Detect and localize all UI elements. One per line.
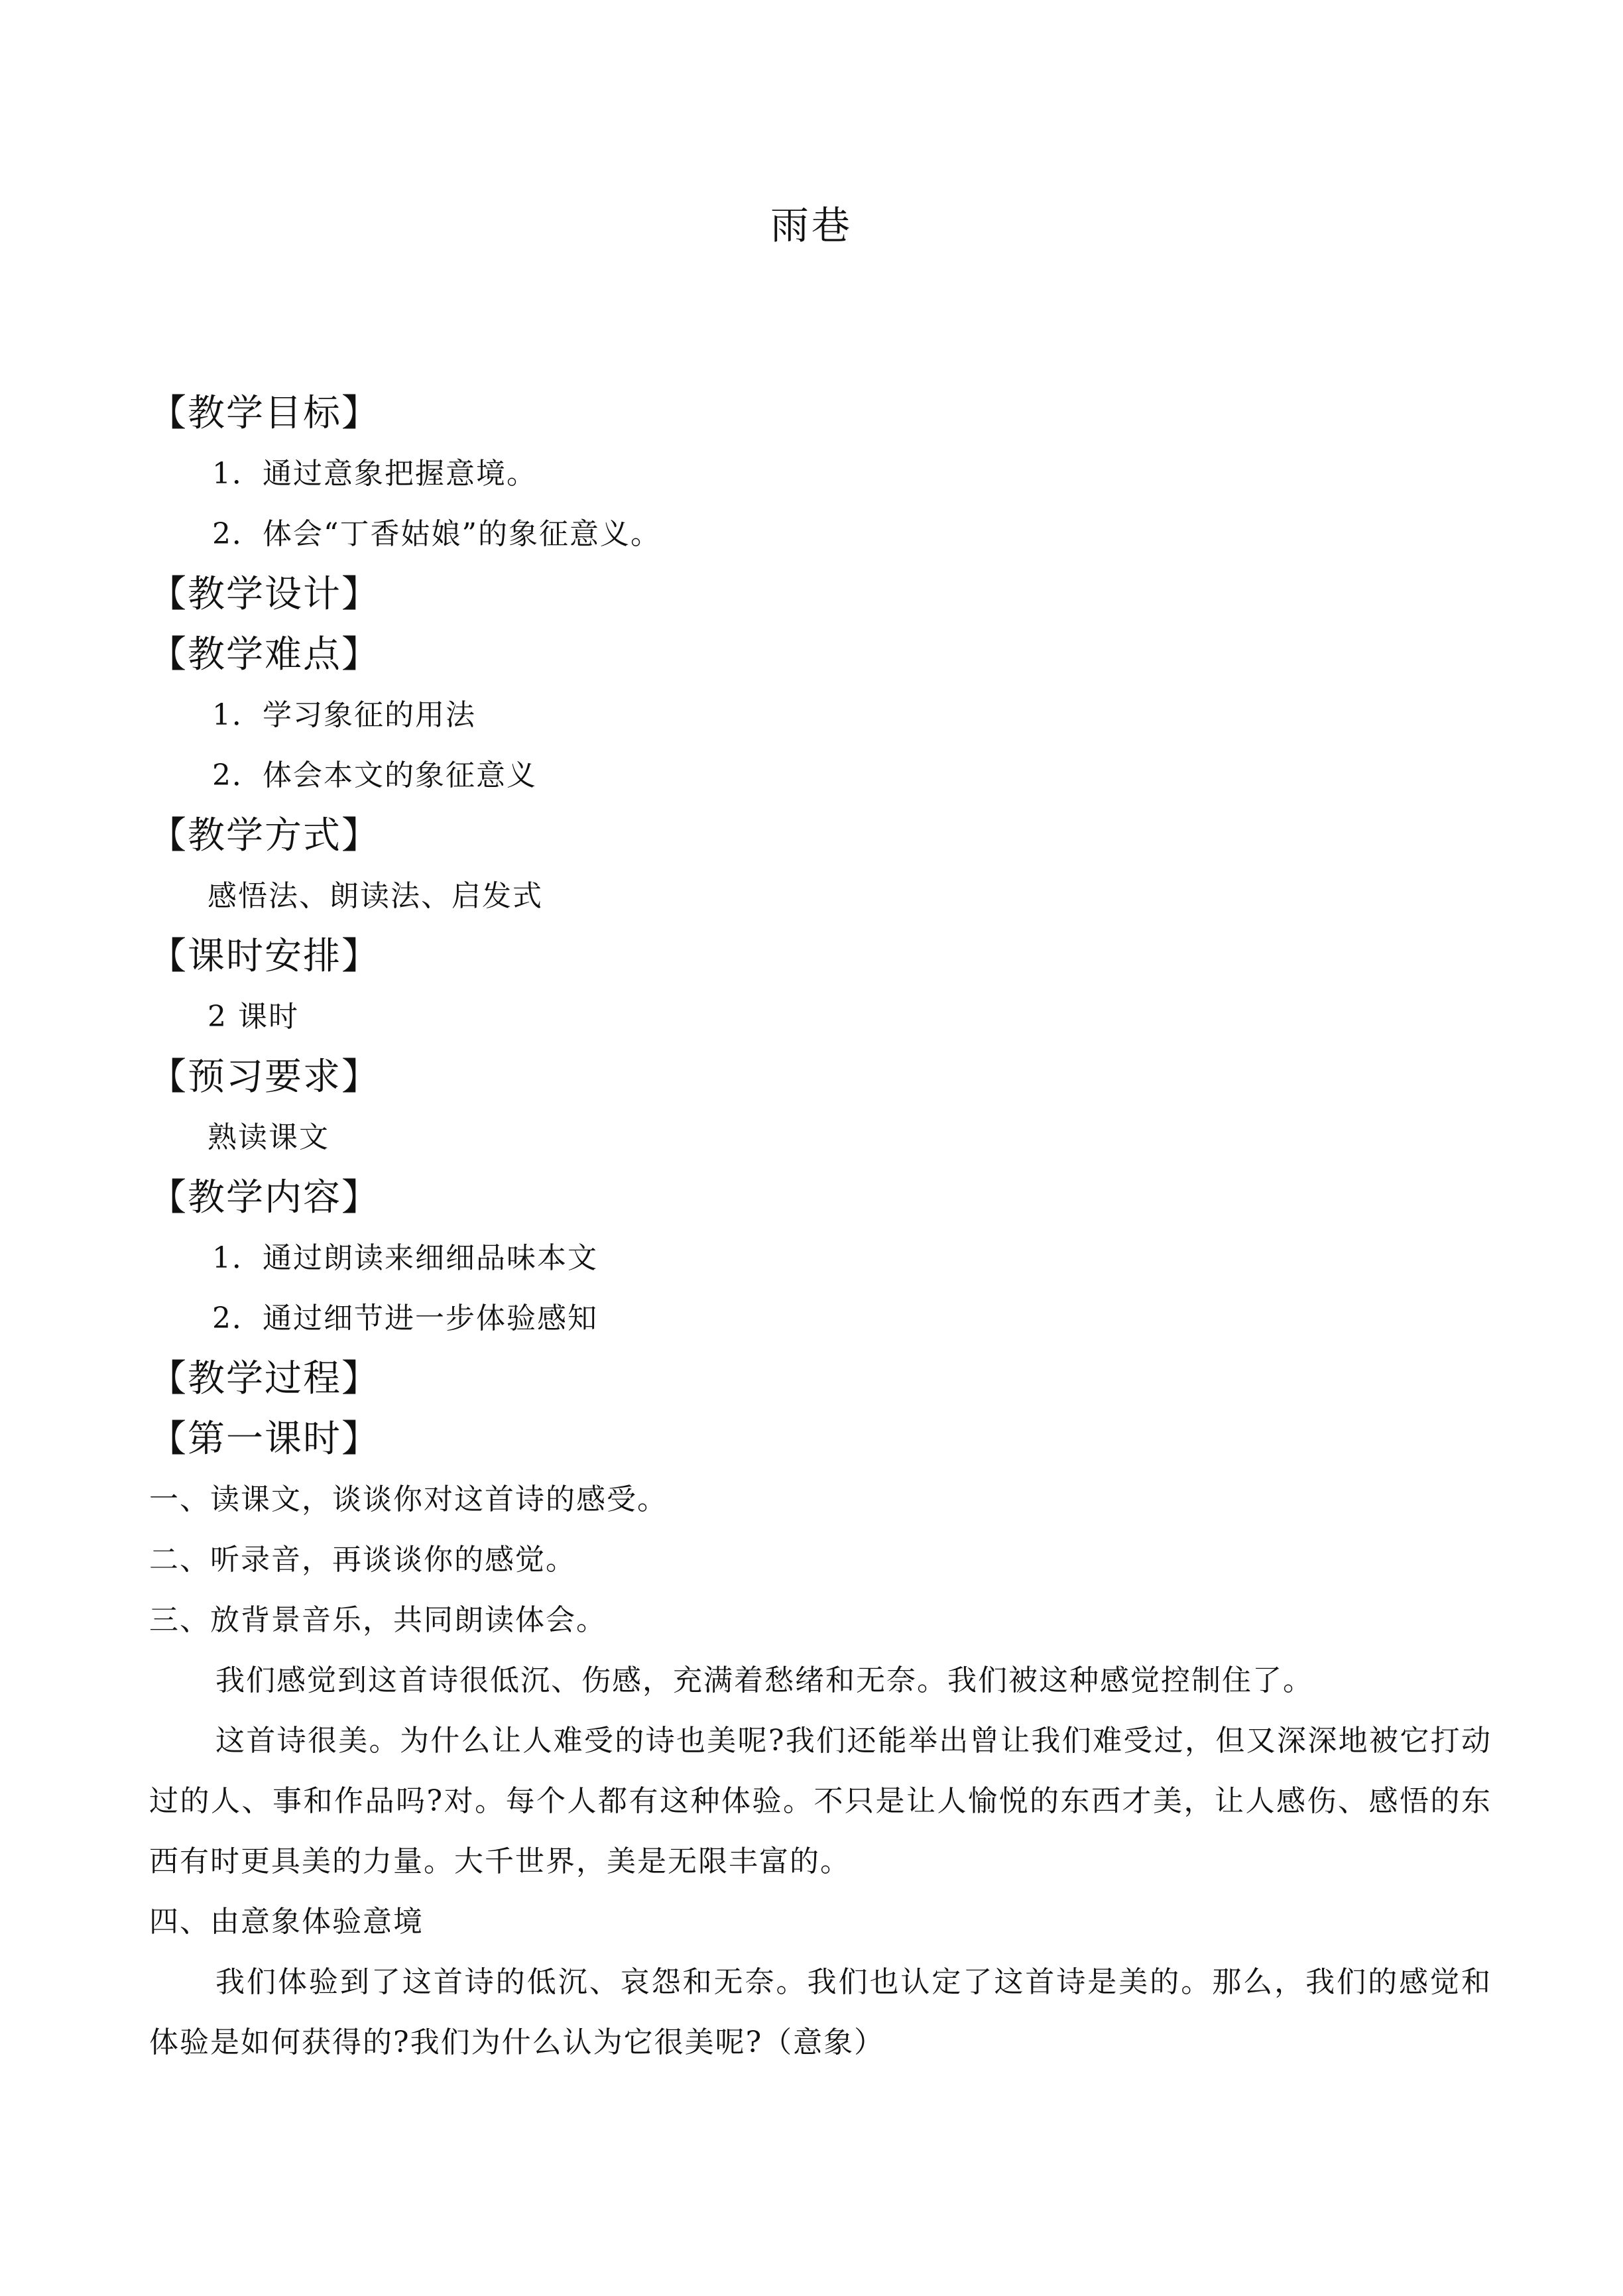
numbered-item: 2．体会本文的象征意义 <box>212 758 537 792</box>
section-text: 感悟法、朗读法、启发式 <box>208 879 543 913</box>
section-heading: 【第一课时】 <box>149 1418 380 1461</box>
document-body <box>149 383 1492 2073</box>
section-heading: 【教学目标】 <box>149 392 380 435</box>
numbered-item: 1．通过意象把握意境。 <box>212 457 537 491</box>
body-paragraph: 这首诗很美。为什么让人难受的诗也美呢?我们还能举出曾让我们难受过，但又深深地被它打动过的人、事和作品吗?对。每个人都有这种体验。不只是让人愉悦的东西才美，让人感伤、感悟的东西有时更具美的力量。大千世界，美是无限丰富的。 <box>149 1724 1492 1878</box>
section-text: 熟读课文 <box>208 1120 330 1154</box>
section-heading: 【教学内容】 <box>149 1176 380 1219</box>
section-heading: 【教学方式】 <box>149 814 380 857</box>
step-heading: 二、听录音，再谈谈你的感觉。 <box>149 1543 576 1577</box>
numbered-item: 1．通过朗读来细细品味本文 <box>212 1241 598 1275</box>
section-heading: 【教学设计】 <box>149 573 380 616</box>
section-heading: 【预习要求】 <box>149 1056 380 1099</box>
numbered-item: 2．通过细节进一步体验感知 <box>212 1301 598 1335</box>
section-text: 2 课时 <box>208 1000 299 1034</box>
body-paragraph: 我们感觉到这首诗很低沉、伤感，充满着愁绪和无奈。我们被这种感觉控制住了。 <box>215 1663 1313 1697</box>
step-heading: 四、由意象体验意境 <box>149 1905 424 1939</box>
section-heading: 【课时安排】 <box>149 935 380 978</box>
numbered-item: 2．体会“丁香姑娘”的象征意义。 <box>212 517 661 551</box>
numbered-item: 1．学习象征的用法 <box>212 698 476 732</box>
section-heading: 【教学过程】 <box>149 1357 380 1400</box>
body-paragraph: 我们体验到了这首诗的低沉、哀怨和无奈。我们也认定了这首诗是美的。那么，我们的感觉和体验是如何获得的?我们为什么认为它很美呢?（意象） <box>149 1965 1492 2059</box>
step-heading: 三、放背景音乐，共同朗读体会。 <box>149 1603 607 1637</box>
step-heading: 一、读课文，谈谈你对这首诗的感受。 <box>149 1482 668 1516</box>
document-title: 雨巷 <box>770 203 853 248</box>
section-heading: 【教学难点】 <box>149 633 380 676</box>
